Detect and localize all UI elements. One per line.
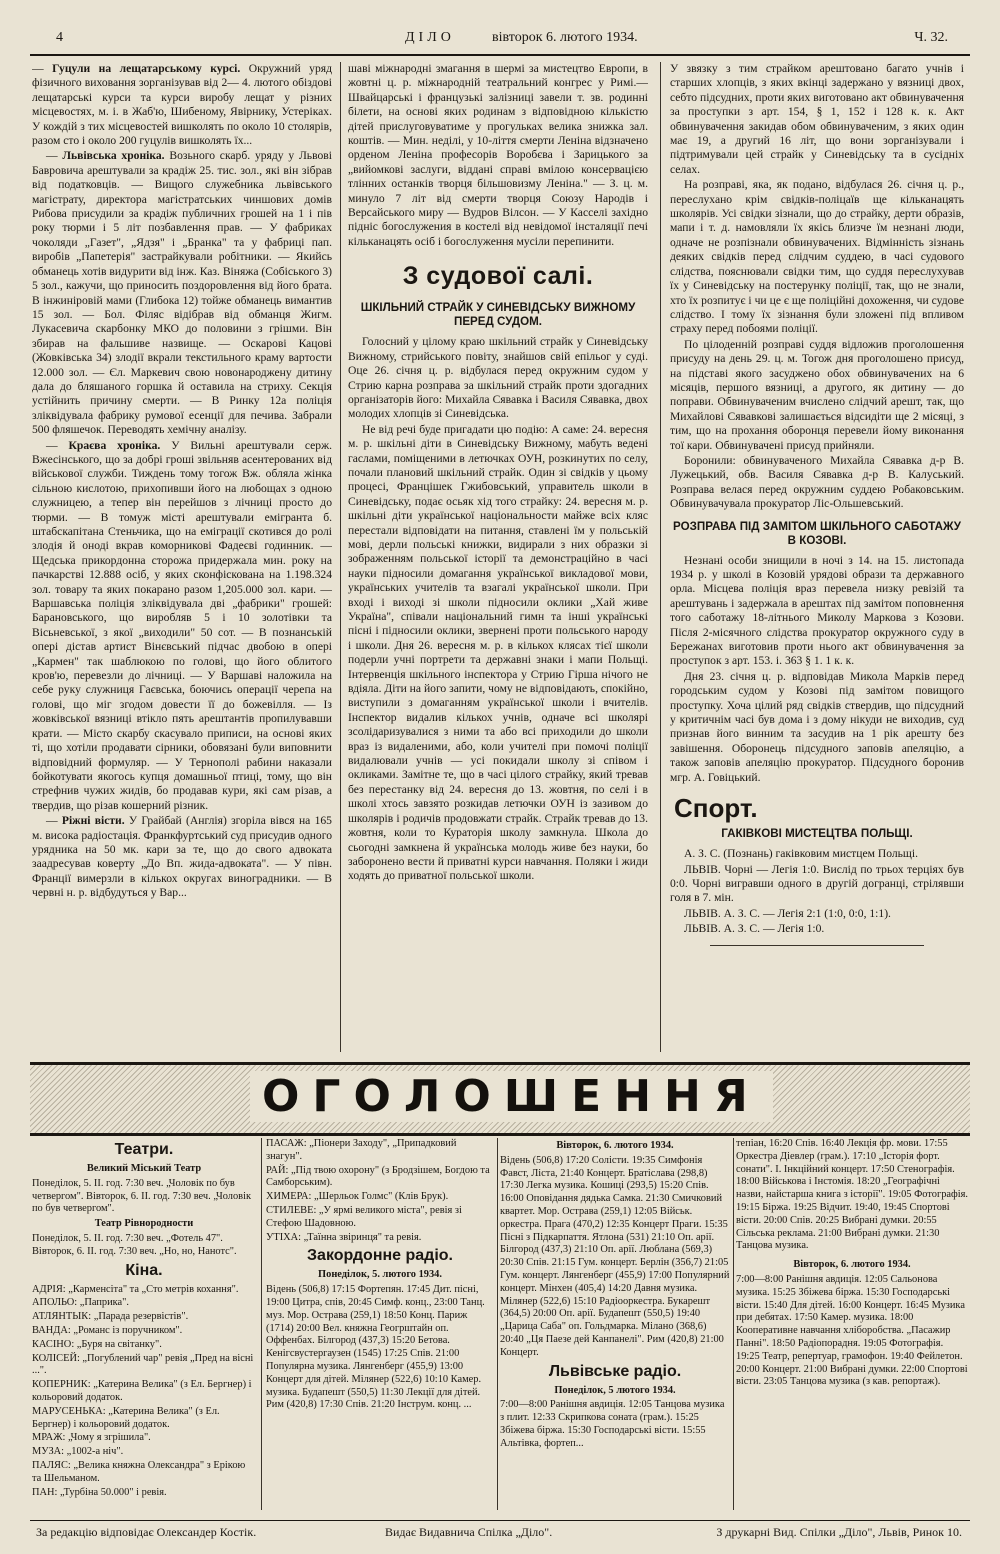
lviv-radio-title: Львівське радіо.: [548, 1362, 682, 1380]
ads-radio-tuesday: [500, 1138, 730, 1510]
theatre-entry: [32, 1218, 256, 1258]
news-item-head: Львівська хроніка.: [62, 149, 165, 163]
news-item-text: Окружний уряд фізичного виховання зорганізував від 2— 4. лютого обіздові лещатарські курси та курси виробу лещат у різних місцевостях, м. і. в Жаб'ю, Шибеному, Явірнику, Устеріках. У кождій з тих місцевостей вишколять по около 10 столярів, разом сто і около 200 гуцулів вишколять їх...: [32, 62, 332, 148]
theatre-program: Понеділок, 5. II. год. 7:30 веч. „Чоловік по був четвергом". Вівторок, 6. II. год. 7:30 веч. „Чоловік по був четвергом".: [32, 1177, 252, 1215]
cinema-entry: АПОЛЬО: „Паприка".: [32, 1297, 129, 1309]
ads-cinemas-radio: [266, 1138, 494, 1510]
cinema-entry: АТЛЯНТЫК: „Парада резервістів".: [32, 1311, 189, 1323]
footer: [30, 1520, 970, 1541]
section-title-court: З судової салі.: [402, 262, 594, 291]
radio-day: Понеділок, 5. лютого 1934.: [318, 1269, 442, 1281]
radio-day: Вівторок, 6. лютого 1934.: [556, 1140, 674, 1151]
footer-printer: З друкарні Вид. Спілки „Діло", Львів, Ринок 10.: [716, 1525, 962, 1539]
news-item-text: Возьного скарб. уряду у Львові Бавровича арештували за крадіж 25. тис. зол., які він зібрав від податковців. — Вищого служебника львівського магістрату, директора магістратських чиншових домів Рибова присудили за крадіж публичних грошей на 1 і пів року тюрми і 5 літ позбавлення прав. — У фабриках чоколяди „Газет", „Ядзя" і „Бранка" та у фабриці пап. виробів „Папетерія" застрайкували робітники. — Якийсь обманець хотів видурити від інж. Каз. Віняжа (Собіського 3) 5 зол., кажучи, що приносить поздоровлення від його брата. В інжиніровій мами (Глибока 12) тойже обманець вимантив 15 зол. — Бол. Філяс відібрав від обманця Жигм. Лукасевича скарбонку МКО до половини з грішми. Він збирав на фальшиве назвище. — Оскарові Кацові (Жовківська 34) злодії вкрали текстильного краму вартости 12.000 зол. — Єл. Маркевич свою новонароджену дитину дала до бляшаного горшка й оставила на стриху. Секція устійнить причину смерти. — В Ринку 12а поліція зліквідувала фабрику румової есенції для печива. Забрали 500 фляшечок. Переводять хемічну аналізу.: [32, 149, 332, 437]
radio-program: Відень (506,8) 17:20 Солісти. 19:35 Симфонія Фавст, Ліста, 21:40 Концерт. Братіслава (298,8) 17:30 Легка музика. Кошиці (293,5) 15:20 Спів. 16:00 Оповідання дядька Самка. 21:30 Смичковий квартет. Мор. Острава (259,1) 12:05 Військ. оркестра. Прага (470,2) 12:35 Концерт Праги. 15:35 Пісні з Підкарпаття. Ятлона (531) 21:10 Оп. арії. Білгород (437,3) 21:10 Оп. арії. Люблана (569,3) 20:30 Спів. 21:15 Гум. концерт. Берлін (356,7) 21:05 Гум. концерт. Лянгенберг (455,9) 17:00 Популярний концерт. Мінхен (405,4) 14:20 Давня музика. Мілянер (522,6) 15:10 Радіооркестра. Букарешт (364,5) 20:00 Оп. арії. Будапешт (550,5) 19:40 „Царица Саба" оп. Гольдмарка. Мілано (368,6) 20:40 „Ця Паезе дей Канпанелі". Рим (420,8) 21:00 Концерт.: [500, 1154, 730, 1358]
news-item: — Краєва хроніка. У Вильні арештували серж. Вжесінського, що за добрі гроші звільняв асентерованих від військової служби. Тиждень тому тогож Вж. обляла жінка сільною кислотою, прихопивши його на любощах з одною служницею, а тепер він перейшов з лічниці просто до тюрми. — В томуж місті арештували емігранта б. штабскапітана Стеньчика, що на еміграції скотився до ролі злодія й оноді вкрав коморникові Фадеєві годинник. — Щедська прикордонна сторожа придержала мин. року на пачкарстві 12.888 осіб, у яких сконфіскована на 1.198.324 зол. товару та яких покарано разом 1,205.000 зол. кари. — Варшавська поліція зліквідувала дві „фабрики" грошей: Барановського, що виробляв 5 і 10 золотівки та Вісьневської, з якої „виходили" 50 сот. — В познанській опері дістав артист Вінєвський підчас двобою в опері „Кармен" так шаблюкою по голові, що його облитого кров'ю, перевезли до лічниці. — У Варшаві наложила на себе руку служниця Гаєвська, боючись операції черепа на голові, що міг згодом довести її до божевілля. — Із жовківської вязниці втікло пять арештантів пропилувавши крати. — Місто скарбу скасувало приписи, на основі яких ті, що хотіли продавати сірники, обовязані були виповнити відповідний формуляр. — У Тернополі рабини наказали бойкотувати якогось купця домашньої птиці, тому, що він стрефнив чужих жидів, бо продавав кури, які сам різав, а твердив, що різав кошерний різник.: [32, 438, 332, 812]
column-court: [348, 62, 648, 1052]
column-divider: [733, 1138, 734, 1510]
column-divider: [497, 1138, 498, 1510]
sport-paragraph: ЛЬВІВ. Чорні — Легія 1:0. Вислід по трьох терціях був 0:0. Чорні вигравши одного в другій догранці, стрілявши голя в 7. мін.: [670, 862, 964, 905]
news-item: — Ріжні вісти. У Грайбай (Англія) згоріла вівся на 165 м. висока радіостація. Франкфуртський суд присудив одного урядника на 50 мк. кари за те, що до свого адвоката заадресував коверту „До Вп. жида-адвоката". — У півн. Франції вимерзли в кількох округах виноградники. — В червні н. р. відбудуться у Вар...: [32, 814, 332, 900]
article-paragraph: Голосний у цілому краю шкільний страйк у Синевідську Вижному, стрийського повіту, знайшов свій епільог у суді. Оце 26. січня ц. р. відбулася перед окружним судом у Стрию карна розправа за шкільний страйк проти здогадних організаторів його: Михайла Сявавка і Василя Сявавка, двох молодих хлопців зі Синевідська.: [348, 335, 648, 421]
theatre-name: Великий Міський Театр: [86, 1163, 202, 1174]
cinema-entry: РАЙ: „Під твою охорону" (з Бродзішем, Богдою та Самборським).: [266, 1164, 490, 1189]
footer-publisher: Видає Видавнича Спілка „Діло".: [385, 1525, 553, 1539]
news-item-head: Краєва хроніка.: [68, 438, 161, 452]
article-paragraph: На розправі, яка, як подано, відбулася 26. січня ц. р., переслухано крім свідків-поліцаїв ще кільканацять школярів. Усі свідки зізнали, що до страйку, дерти образів, мапи і т. д. намовляли їх якісь близче їм незнані люди, одначе не розпізнали обвинувачених. Відмінність зізнань деяких свідків перед слідчим суддею, в часі судового слідства, пояснювали свідки тим, що суддя переслухував їх у Синевідську на постерунку поліції, так, що не знали, хто їх розпитує і чи це є ще поліційні дохоження, чи судове слідство. І тому їх зізнання були зложені під впливом страху перед побоями поліції.: [670, 178, 964, 336]
cinema-entry: УТІХА: „Таїнна звіринця" та ревія.: [266, 1231, 422, 1243]
radio-day: Понеділок, 5 лютого 1934.: [554, 1384, 676, 1396]
cinema-entry: ВАНДА: „Романс із поручником".: [32, 1324, 183, 1336]
ads-banner: [30, 1062, 970, 1136]
masthead: [30, 28, 970, 56]
news-item-text: У Вильні арештували серж. Вжесінського, що за добрі гроші звільняв асентерованих від військової служби. Тиждень тому тогож Вж. обляла жінка сільною кислотою, прихопивши його на любощах з одною служницею, а тепер він перейшов з лічниці просто до тюрми. — В томуж місті арештували емігранта б. штабскапітана Стеньчика, що на еміграції скотився до ролі злодія й оноді вкрав коморникові Фадеєві годинник. — Щедська прикордонна сторожа придержала мин. року на пачкарстві 12.888 осіб, у яких сконфіскована на 1.198.324 зол. товару та яких покарано разом 1,205.000 зол. кари. — Варшавська поліція зліквідувала дві „фабрики" грошей: Барановського, що виробляв 5 і 10 золотівки та Вісьневської, з якої „виходили" 50 сот. — В познанській опері дістав артист Вінєвський підчас двобою в опері „Кармен" так шаблюкою по голові, що його облитого кров'ю, перевезли до лічниці. — У Варшаві наложила на себе руку служниця Гаєвська, боючись операції черепа на голові, що міг згодом довести її до божевілля. — Із жовківської вязниці втікло пять арештантів пропилувавши крати. — Місто скарбу скасувало приписи, на основі яких ті, що хотіли продавати сірники, обовязані були виповнити відповідний формуляр. — У Тернополі рабини наказали бойкотувати якогось купця домашньої птиці, тому, що він стрефнив чужих жидів, бо продавав кури, які сам різав, а твердив, що різав кошерний різник.: [32, 438, 332, 812]
cinema-entry: ПАЛЯС: „Велика княжна Олександра" з Ерікою та Шельманом.: [32, 1459, 246, 1484]
cinema-entry: КАСІНО: „Буря на світанку".: [32, 1338, 162, 1350]
cinema-entry: МАРУСЕНЬКА: „Катерина Велика" (з Ел. Бергнер) і кольоровий додаток.: [32, 1405, 220, 1430]
radio-program: 7:00—8:00 Ранішня авдиція. 12:05 Танцова музика з плит. 12:33 Скрипкова соната (грам.). 15:25 Збіжева біржа. 15:30 Господарські вісти. 15:55 Альтівка, фортеп...: [500, 1399, 725, 1449]
continued-text: шаві міжнародні змагання в шермі за мистецтво Европи, в жовтні ц. р. міжнародній театральний конгрес у Римі.— Швайцарські і французькі залізниці завели т. зв. родинні білети, на основі яких родинам з відповідною кількістю дітей прислуговуватиме у прогульках велика знижка зал. коштів. — Мин. неділі, у 10-ліття смерти Леніна відзначено орденом Леніна професорів Воробєва і Зарицького за „вийомкові заслуги, віддані справі вмілою консервацією тлінних останків творця більшовизму Леніна." — З. ц. м. минуло 7 літ від смерти творця Союзу Народів і Версайського миру — Вудров Вілсон. — У Касселі західно підніс богослужения в костелі від невідомої інсталяції печі кільканацять осіб і богослуження мусіли перепинити.: [348, 62, 648, 248]
section-divider: [710, 945, 924, 946]
sport-paragraph: А. З. С. (Познань) гаківковим мистцем Польщі.: [684, 847, 918, 861]
foreign-radio-title: Закордонне радіо.: [307, 1247, 453, 1265]
article-paragraph: Дня 23. січня ц. р. відповідав Микола Марків перед городським судом у Козові під замітом повищого проступку. Хоча цілий ряд свідків ствердив, що підсудний у критичнім часі був дома і з дому нікуди не виходив, суд признав його винним та засудив на 1 рік арешту без завішення. Оборонець підсудного заповів апеляцію, а також заповів апеляцію прокуратор. Підсудного боронив мгр. А. Говіцький.: [670, 669, 964, 784]
column-divider: [261, 1138, 262, 1510]
news-item: — Львівська хроніка. Возьного скарб. уряду у Львові Бавровича арештували за крадіж 25. тис. зол., які він зібрав від податковців. — Вищого служебника львівського магістрату, директора магістратських чиншових домів Рибова присудили за крадіж публичних грошей на 1 і пів року тюрми і 5 літ позбавлення прав. — У фабриках чоколяди „Газет", „Ядзя" і „Бранка" та у фабриці пап. виробів „Папетерія" застрайкували робітники. — Якийсь обманець хотів видурити від інж. Каз. Віняжа (Собіського 3) 5 зол., кажучи, що приносить поздоровлення від його брата. В інжиніровій мами (Глибока 12) тойже обманець вимантив 15 зол. — Бол. Філяс відібрав від обманця Жигм. Лукасевича скарбонку МКО до половини з грішми. Він збирав на фальшиве назвище. — Оскарові Кацові (Жовківська 34) злодії вкрали текстильного краму вартости 12.000 зол. — Єл. Маркевич свою новонароджену дитину дала до бляшаного горшка й оставила на стриху. Секція устійнить причину смерти. — В Ринку 12а поліція зліквідувала фабрику румової есенції для печива. Забрали 500 фляшечок. Переводять хемічну аналізу.: [32, 149, 332, 437]
article-paragraph: У звязку з тим страйком арештовано багато учнів і старших хлопців, з яких вкінці задержано у вязниці двох, себто підсудних, проти яких виготовано акт обвинувачення за проступки з арт. 154, § 1, 152 і 128 к. к. Акт обвинувачення закидав обом обвинуваченим, з яких один має 19, а другий 16 літ, що вони зорганізували і підтримували цей страйк у Синевідську та в сусідніх селах.: [670, 62, 964, 176]
issue-number: Ч. 32.: [914, 30, 948, 45]
theatre-name: Театр Рівнородности: [94, 1218, 194, 1230]
cinema-entry: МРАЖ: „Чому я згрішила".: [32, 1432, 151, 1444]
page-number: 4: [56, 30, 63, 45]
article-headline: РОЗПРАВА ПІД ЗАМІТОМ ШКІЛЬНОГО САБОТАЖУ В КОЗОВІ.: [673, 519, 961, 547]
ads-lviv-radio: [736, 1138, 968, 1510]
cinema-entry: ХИМЕРА: „Шерльок Голмс" (Клів Брук).: [266, 1191, 449, 1203]
radio-program: Відень (506,8) 17:15 Фортепян. 17:45 Дит. пісні, 19:00 Цитра, спів, 20:45 Симф. конц., 23:00 Танц. муз. Мор. Острава (259,1) 18:50 Конц. Париж (1714) 20:00 Вел. княжна Геогрштайн оп. Оффенбах. Білгород (437,3) 15:20 Бетова. Кенігсвустергаузен (1545) 17:25 Спів. 21:00 Популярна музика. Лянгенберг (455,9) 13:00 Концерт для дітей. Мілянер (522,6) 10:10 Камер. музика. Будапешт (550,5) 11:30 Лекції для дітей. Рим (420,8) 17:30 Спів. 21:20 Інструм. конц. ...: [266, 1284, 485, 1411]
news-item-text: У Грайбай (Англія) згоріла вівся на 165 м. висока радіостація. Франкфуртський суд присудив одного урядника на 50 мк. кари за те, що до свого адвоката заадресував коверту „До Вп. жида-адвоката". — У півн. Франції вимерзли в кількох округах виноградники. — В червні н. р. відбудуться у Вар...: [32, 814, 332, 900]
article-paragraph: Боронили: обвинуваченого Михайла Сявавка д-р В. Лужецький, обв. Василя Сявавка д-р В. Калуський. Розправа велася перед окружним суддею Робаковським. Обвинувачувала прокуратор Ліс-Ольшевський.: [670, 453, 964, 511]
cinema-entry: ПАСАЖ: „Піонери Заходу", „Припадковий знагун".: [266, 1138, 457, 1162]
cinema-entry: ПАН: „Турбіна 50.000" і ревія.: [32, 1486, 167, 1498]
cinema-entry: СТИЛЕВЕ: „У ярмі великого міста", ревія зі Стефою Шадовною.: [266, 1204, 462, 1229]
sport-headline: ГАКІВКОВІ МИСТЕЦТВА ПОЛЬЩІ.: [721, 827, 913, 841]
column-court-sport: [670, 62, 964, 1052]
radio-program: тепіан, 16:20 Спів. 16:40 Лекція фр. мови. 17:55 Оркестра Діевлер (грам.). 17:10 „Історія форт. сонати". І. Інкційний концерт. 17:50 Стенографія. 18:00 Військова і Інстомія. 18:20 „Географічні назви, найстарша книга з історії". 19:05 Фотографія. 19:15 Біржа. 19:25 Відчит. 19:40, 19:45 Спортові вісти. 20:00 Спів. 20:25 Вибрані думки. 20:55 Сільська реклама. 21:00 Вибрані думки. 21:30 Танцова музика.: [736, 1138, 968, 1252]
column-divider: [340, 62, 341, 1052]
theatres-title: Театри.: [114, 1141, 174, 1158]
article-paragraph: По цілоденній розправі суддя відложив проголошення присуду на день 29. ц. м. Тогож дня проголошено присуд, на підставі якого засуджено обох обвинувачених на 6 місяців, першого вязниці, а другого, як дитину — до поправи. Обвинуваченим вчислено слідчий арешт, так, що Михайлові Сявавкові залишається відсидіти ще 2 місяці, з тим, що на прохання оборонця перевели йому виконання тої кари. Обвинувачені присуд прийняли.: [670, 337, 964, 452]
cinema-entry: КОЛІСЕЙ: „Погублений чар" ревія „Пред на вісні ...".: [32, 1352, 254, 1377]
article-headline: ШКІЛЬНИЙ СТРАЙК У СИНЕВІДСЬКУ ВИЖНОМУ ПЕРЕД СУДОМ.: [360, 301, 636, 329]
column-news: [32, 62, 332, 1052]
issue-date: вівторок 6. лютого 1934.: [492, 30, 638, 45]
article-paragraph: Незнані особи знищили в ночі з 14. на 15. листопада 1934 р. у школі в Козовій урядові образи та державного орла. Місцева поліція враз перевела низку ревізій та арештувань і задержала в арештах під замітом поповнення того саботажу 18-літнього Миколу Маркова з Козови. Після 2-місячного слідства прокуратор окружного суду в Бережанах виготовив проти нього акт обвинувачення за проступок з арт. 153. і. 363 § 1. 1 к. к.: [670, 553, 964, 668]
cinema-entry: АДРІЯ: „Карменсіта" та „Сто метрів кохання".: [32, 1283, 239, 1295]
article-paragraph: Не від речі буде пригадати цю подію: А саме: 24. вересня м. р. шкільні діти в Синевідську Вижному, мабуть ведені гаслами, поміщеними в летючках ОУН, розкинутих по селу, почали плановий шкільний страйк. Один зі свідків у цьому процесі, Францішек Гжибовський, управитель школи в Синевідську, подає осьяк хід того страйку: 24. вересня м. р. шкільні діти української національности майже всіх кляс перестали відповідати на питання, ставлені їм у польській мові, дерли польські книжки, видирали з них образки зі зображенням польської історії та демонстраційно в часі науки підносили домагання української викладової мови, українських учителів та взагалі української школи. При вході і виході зі школи підносили оклики „Хай живе Україна", співали національний гимн та інші українські пісні і підносили оклики, звернені проти польського народу і школи. Дня 26. вересня м. р. в кількох клясах тієї школи подерли учні портрети та державні знаки і мапи Польщі. Інтервенція шкільного інспектора у Стрию Гірша нічого не вдіяла. Діти на його запити, чому не відповідають, спокійно, виступили з домаганням української школи і вчителів. Інспектор видалив кількох учнів, одначе всі школярі зсолідаризувалися з ними та або всі приходили до школи враз із видаленими, або, коли учителі при помочі поліції видалювали учнів — усі покидали школу зі співом і окликами. Замітне те, що в часі цілого страйку, який тревав без перестанку від 24. вересня до 13. жовтня, по селі і в школі хтось завзято розкидав летючки ОУН із зазивом до школярів і родичів продовжати страйк. Страйк тревав до 13. жовтня, коли то Кураторія школу замкнула. Школа до сьогодні замкнена й українська молодь живе без науки, бо заборонено вести й приватні курси навчання. Поляки і жиди ходять до приватної польської школи.: [348, 422, 648, 883]
theatre-program: Понеділок, 5. II. год. 7:30 веч. „Фотель 47". Вівторок, 6. II. год. 7:30 веч. „Но, но, Нанотс".: [32, 1232, 237, 1257]
cinema-entry: МУЗА: „1002-а ніч".: [32, 1446, 124, 1458]
radio-program: 7:00—8:00 Ранішня авдиція. 12:05 Сальонова музика. 15:25 Збіжева біржа. 15:30 Господарські вісти. 15:40 Для дітей. 16:00 Концерт. 16:45 Музика при дебятах. 17:50 Камер. музика. 18:00 Кооперативне навчання хліборобства. „Пасажир Панні". 18:50 Радіопорадня. 19:05 Фотографія. 19:25 Театр, репертуар, грамофон. 19:40 Фейлетон. 20:00 Концерт. 21:00 Вибрані думки. 22:00 Спортові вісти. 23:05 Танцова музика (з кав. репортаж).: [736, 1273, 968, 1388]
theatre-entry: [32, 1163, 256, 1216]
radio-day: Вівторок, 6. лютого 1934.: [793, 1259, 911, 1271]
sport-paragraph: ЛЬВІВ. А. З. С. — Легія 2:1 (1:0, 0:0, 1:1).: [684, 906, 891, 920]
ads-theatres-cinemas: [32, 1138, 256, 1510]
ads-banner-title: ОГОЛОШЕННЯ: [250, 1071, 773, 1122]
cinema-entry: КОПЕРНИК: „Катерина Велика" (з Ел. Бергнер) і кольоровий додаток.: [32, 1379, 252, 1403]
news-item-head: Ріжні вісти.: [61, 814, 125, 828]
sport-paragraph: ЛЬВІВ. А. З. С. — Легія 1:0.: [684, 922, 825, 936]
column-divider: [660, 62, 661, 1052]
section-title-sport: Спорт.: [674, 793, 758, 824]
cinemas-title: Кіна.: [125, 1261, 163, 1279]
news-item: — Гуцули на лещатарському курсі. Окружний уряд фізичного виховання зорганізував від 2— 4. лютого обіздові лещатарські курси та курси виробу лещат у різних місцевостях, м. і. в Жаб'ю, Шибеному, Явірнику, Устеріках. У кождій з тих місцевостей вишколять по около 10 столярів, разом сто і около 200 гуцулів вишколять їх...: [32, 62, 332, 148]
news-item-head: Гуцули на лещатарському курсі.: [52, 62, 241, 75]
paper-title: ДІЛО: [405, 30, 455, 45]
footer-editor: За редакцію відповідає Олександер Костік.: [36, 1525, 257, 1539]
